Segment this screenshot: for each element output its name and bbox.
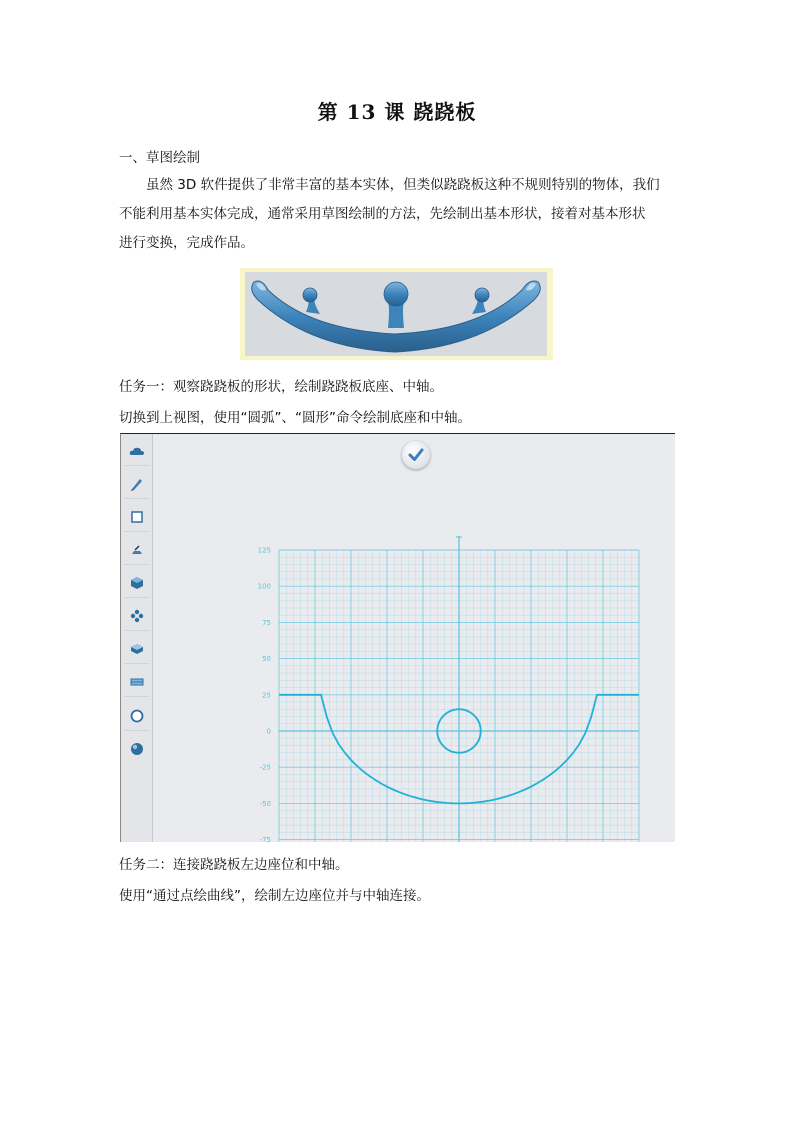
seesaw-model-image	[240, 268, 553, 360]
intro-line-2: 不能利用基本实体完成，通常采用草图绘制的方法，先绘制出基本形状，接着对基本形状	[119, 206, 646, 222]
y-tick-label: 0	[266, 727, 271, 736]
y-tick-label: 25	[262, 691, 271, 700]
intro-line-1: 虽然 3D 软件提供了非常丰富的基本实体，但类似跷跷板这种不规则特别的物体，我们	[146, 177, 660, 193]
section-heading: 一、草图绘制	[119, 150, 200, 166]
y-tick-label: 75	[262, 618, 271, 627]
y-tick-label: 125	[257, 546, 271, 555]
sketch-grid-canvas[interactable]	[121, 434, 675, 842]
y-tick-label: -25	[259, 763, 271, 772]
y-tick-label: 100	[257, 582, 271, 591]
y-tick-label: -50	[259, 799, 271, 808]
task1-title: 任务一：观察跷跷板的形状，绘制跷跷板底座、中轴。	[119, 379, 443, 395]
intro-line-3: 进行变换，完成作品。	[119, 235, 254, 251]
page-title: 第 13 课 跷跷板	[317, 100, 477, 124]
y-tick-label: 50	[262, 655, 271, 664]
task2-title: 任务二：连接跷跷板左边座位和中轴。	[119, 857, 349, 873]
y-tick-label: -75	[259, 836, 271, 842]
sketch-screenshot	[120, 433, 675, 842]
task1-instruction: 切换到上视图，使用“圆弧”、“圆形”命令绘制底座和中轴。	[119, 410, 471, 426]
seesaw-shape	[240, 268, 553, 360]
intro-paragraph	[119, 171, 674, 258]
task2-instruction: 使用“通过点绘曲线”，绘制左边座位并与中轴连接。	[119, 888, 430, 904]
